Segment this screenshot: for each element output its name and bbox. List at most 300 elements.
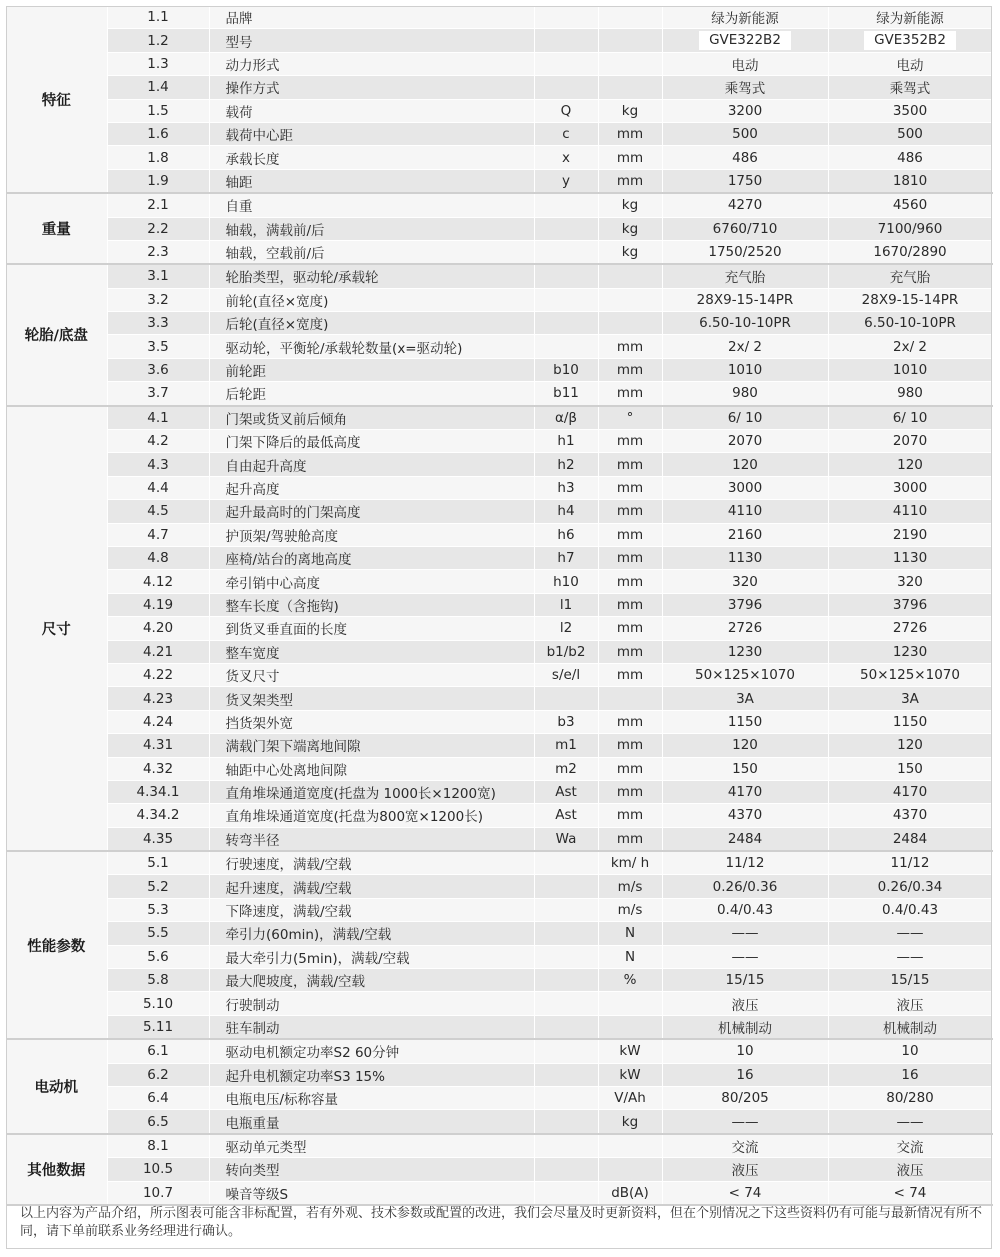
model-b-value: 3A: [828, 687, 992, 710]
model-a-value: 2x/ 2: [662, 335, 828, 358]
item-number: 6.1: [107, 1039, 209, 1063]
item-unit: mm: [598, 335, 662, 358]
spec-row: [6, 617, 992, 640]
item-symbol: m1: [534, 734, 598, 757]
item-symbol: [534, 922, 598, 945]
item-number: 4.34.2: [107, 804, 209, 827]
item-symbol: [534, 1086, 598, 1109]
spec-row: [6, 288, 992, 311]
model-a-value: 2484: [662, 827, 828, 851]
model-a-value: 充气胎: [662, 264, 828, 288]
item-name: 满载门架下端离地间隙: [209, 734, 534, 757]
model-b-value: 4370: [828, 804, 992, 827]
item-unit: N: [598, 945, 662, 968]
item-number: 2.2: [107, 217, 209, 240]
item-name: 承载长度: [209, 146, 534, 169]
model-a-value: 320: [662, 570, 828, 593]
item-number: 4.4: [107, 476, 209, 499]
item-unit: [598, 52, 662, 75]
item-number: 2.1: [107, 193, 209, 217]
item-symbol: [534, 1110, 598, 1134]
spec-row: [6, 710, 992, 733]
item-symbol: b3: [534, 710, 598, 733]
item-number: 1.2: [107, 29, 209, 52]
item-unit: mm: [598, 734, 662, 757]
item-name: 驱动单元类型: [209, 1134, 534, 1158]
item-symbol: m2: [534, 757, 598, 780]
item-name: 座椅/站台的离地高度: [209, 546, 534, 569]
item-unit: [598, 264, 662, 288]
item-number: 3.7: [107, 382, 209, 406]
spec-row: [6, 687, 992, 710]
spec-table: [6, 6, 993, 1206]
item-unit: [598, 76, 662, 99]
model-b-value: 2070: [828, 430, 992, 453]
section-category: 性能参数: [6, 851, 107, 1039]
item-symbol: [534, 969, 598, 992]
item-symbol: [534, 288, 598, 311]
item-unit: km/ h: [598, 851, 662, 875]
item-symbol: [534, 240, 598, 264]
item-unit: mm: [598, 382, 662, 406]
model-b-value: 1010: [828, 358, 992, 381]
item-unit: mm: [598, 500, 662, 523]
spec-row: [6, 6, 992, 29]
section-category: 轮胎/底盘: [6, 264, 107, 405]
model-a-value: 2070: [662, 430, 828, 453]
spec-row: [6, 640, 992, 663]
model-b-value: 2726: [828, 617, 992, 640]
item-unit: mm: [598, 757, 662, 780]
item-name: 起升电机额定功率S3 15%: [209, 1063, 534, 1086]
item-number: 6.4: [107, 1086, 209, 1109]
model-a-value: ——: [662, 1110, 828, 1134]
item-number: 5.10: [107, 992, 209, 1015]
model-b-value: ——: [828, 922, 992, 945]
item-symbol: x: [534, 146, 598, 169]
model-a-value: 2726: [662, 617, 828, 640]
model-a-value: 11/12: [662, 851, 828, 875]
item-number: 3.6: [107, 358, 209, 381]
model-b-value: 150: [828, 757, 992, 780]
model-a-value: 150: [662, 757, 828, 780]
item-symbol: Q: [534, 99, 598, 122]
item-symbol: [534, 29, 598, 52]
item-number: 1.3: [107, 52, 209, 75]
item-unit: mm: [598, 710, 662, 733]
item-symbol: α/β: [534, 406, 598, 430]
model-a-value: 4170: [662, 780, 828, 803]
model-a-value: 0.4/0.43: [662, 898, 828, 921]
model-a-value: 3A: [662, 687, 828, 710]
model-a-value: 4110: [662, 500, 828, 523]
item-name: 自重: [209, 193, 534, 217]
item-number: 5.8: [107, 969, 209, 992]
item-unit: mm: [598, 546, 662, 569]
model-b-value: 2484: [828, 827, 992, 851]
item-number: 4.2: [107, 430, 209, 453]
item-number: 2.3: [107, 240, 209, 264]
item-unit: mm: [598, 122, 662, 145]
item-unit: mm: [598, 663, 662, 686]
spec-row: [6, 406, 992, 430]
item-name: 后轮距: [209, 382, 534, 406]
item-unit: mm: [598, 358, 662, 381]
model-a-value: 绿为新能源: [662, 6, 828, 29]
item-symbol: Ast: [534, 804, 598, 827]
item-name: 门架下降后的最低高度: [209, 430, 534, 453]
spec-row: [6, 523, 992, 546]
item-name: 操作方式: [209, 76, 534, 99]
item-unit: kg: [598, 217, 662, 240]
item-name: 下降速度，满载/空载: [209, 898, 534, 921]
item-symbol: Ast: [534, 780, 598, 803]
item-number: 5.6: [107, 945, 209, 968]
item-number: 6.5: [107, 1110, 209, 1134]
spec-row: [6, 312, 992, 335]
spec-row: [6, 804, 992, 827]
item-symbol: Wa: [534, 827, 598, 851]
item-symbol: [534, 217, 598, 240]
item-symbol: [534, 851, 598, 875]
item-number: 4.32: [107, 757, 209, 780]
item-unit: N: [598, 922, 662, 945]
item-number: 4.24: [107, 710, 209, 733]
spec-row: [6, 146, 992, 169]
item-symbol: h10: [534, 570, 598, 593]
spec-row: [6, 734, 992, 757]
item-name: 行驶制动: [209, 992, 534, 1015]
spec-row: [6, 52, 992, 75]
item-name: 起升最高时的门架高度: [209, 500, 534, 523]
item-number: 10.5: [107, 1158, 209, 1181]
model-a-value: 液压: [662, 1158, 828, 1181]
model-a-value: 1750: [662, 169, 828, 193]
item-number: 10.7: [107, 1181, 209, 1205]
model-b-value: 11/12: [828, 851, 992, 875]
item-unit: [598, 687, 662, 710]
model-a-value: 6760/710: [662, 217, 828, 240]
model-b-value: 乘驾式: [828, 76, 992, 99]
spec-row: [6, 1086, 992, 1109]
model-b-value: 1150: [828, 710, 992, 733]
model-number-label: GVE322B2: [699, 31, 791, 50]
item-number: 5.3: [107, 898, 209, 921]
item-unit: kW: [598, 1063, 662, 1086]
item-number: 4.34.1: [107, 780, 209, 803]
item-name: 载荷中心距: [209, 122, 534, 145]
model-a-value: 10: [662, 1039, 828, 1063]
item-unit: mm: [598, 570, 662, 593]
spec-row: [6, 1158, 992, 1181]
item-name: 品牌: [209, 6, 534, 29]
item-name: 直角堆垛通道宽度(托盘为800宽×1200长): [209, 804, 534, 827]
spec-row: [6, 430, 992, 453]
model-b-value: 4170: [828, 780, 992, 803]
item-symbol: l2: [534, 617, 598, 640]
model-b-value: 28X9-15-14PR: [828, 288, 992, 311]
item-unit: [598, 312, 662, 335]
model-b-value: < 74: [828, 1181, 992, 1205]
item-unit: mm: [598, 476, 662, 499]
spec-row: [6, 1181, 992, 1205]
spec-row: [6, 1063, 992, 1086]
model-a-value: 乘驾式: [662, 76, 828, 99]
spec-row: [6, 851, 992, 875]
model-b-value: 6/ 10: [828, 406, 992, 430]
footer-note: 以上内容为产品介绍，所示图表可能含非标配置，若有外观、技术参数或配置的改进，我们会尽量及时更新资料，但在个别情况之下这些资料仍有可能与最新情况有所不同，请下单前联系业务经理进行确认。: [20, 1206, 983, 1239]
item-number: 4.20: [107, 617, 209, 640]
item-unit: [598, 288, 662, 311]
item-symbol: [534, 193, 598, 217]
spec-row: [6, 1110, 992, 1134]
item-unit: mm: [598, 827, 662, 851]
item-number: 1.1: [107, 6, 209, 29]
model-b-value: 1130: [828, 546, 992, 569]
model-a-value: 6.50-10-10PR: [662, 312, 828, 335]
model-a-value: 4370: [662, 804, 828, 827]
item-symbol: h6: [534, 523, 598, 546]
item-number: 8.1: [107, 1134, 209, 1158]
item-name: 整车宽度: [209, 640, 534, 663]
spec-row: [6, 546, 992, 569]
item-number: 1.4: [107, 76, 209, 99]
item-name: 前轮距: [209, 358, 534, 381]
item-symbol: [534, 52, 598, 75]
item-unit: mm: [598, 169, 662, 193]
item-number: 4.8: [107, 546, 209, 569]
item-number: 3.2: [107, 288, 209, 311]
item-name: 驱动轮，平衡轮/承载轮数量(x=驱动轮): [209, 335, 534, 358]
model-b-value: 1230: [828, 640, 992, 663]
spec-row: [6, 757, 992, 780]
model-b-value: 10: [828, 1039, 992, 1063]
model-a-value: 2160: [662, 523, 828, 546]
model-a-value: 机械制动: [662, 1015, 828, 1039]
item-name: 直角堆垛通道宽度(托盘为 1000长×1200宽): [209, 780, 534, 803]
section-category: 尺寸: [6, 406, 107, 851]
item-name: 电瓶重量: [209, 1110, 534, 1134]
spec-row: [6, 875, 992, 898]
model-b-value: 50×125×1070: [828, 663, 992, 686]
item-name: 轴距: [209, 169, 534, 193]
model-a-value: ——: [662, 945, 828, 968]
item-name: 前轮(直径×宽度): [209, 288, 534, 311]
model-b-value: ——: [828, 1110, 992, 1134]
item-name: 自由起升高度: [209, 453, 534, 476]
spec-row: [6, 358, 992, 381]
item-symbol: [534, 335, 598, 358]
item-number: 5.11: [107, 1015, 209, 1039]
model-a-value: 1150: [662, 710, 828, 733]
spec-row: [6, 76, 992, 99]
item-number: 3.1: [107, 264, 209, 288]
model-a-value-cell: [662, 29, 828, 52]
item-symbol: [534, 945, 598, 968]
item-symbol: [534, 312, 598, 335]
item-unit: m/s: [598, 875, 662, 898]
model-a-value: 500: [662, 122, 828, 145]
model-b-value: 4560: [828, 193, 992, 217]
model-a-value: 0.26/0.36: [662, 875, 828, 898]
model-b-value: 980: [828, 382, 992, 406]
item-number: 4.5: [107, 500, 209, 523]
item-number: 4.21: [107, 640, 209, 663]
model-a-value: 3200: [662, 99, 828, 122]
item-name: 噪音等级S: [209, 1181, 534, 1205]
model-b-value: 6.50-10-10PR: [828, 312, 992, 335]
model-b-value: 120: [828, 734, 992, 757]
model-a-value: 120: [662, 453, 828, 476]
model-b-value: 3000: [828, 476, 992, 499]
spec-row: [6, 29, 992, 52]
model-b-value: 16: [828, 1063, 992, 1086]
item-name: 护顶架/驾驶舱高度: [209, 523, 534, 546]
item-symbol: c: [534, 122, 598, 145]
item-name: 货叉尺寸: [209, 663, 534, 686]
model-b-value: 机械制动: [828, 1015, 992, 1039]
item-symbol: h2: [534, 453, 598, 476]
model-b-value: 2190: [828, 523, 992, 546]
item-symbol: [534, 1039, 598, 1063]
model-a-value: 120: [662, 734, 828, 757]
item-unit: kg: [598, 240, 662, 264]
item-unit: mm: [598, 617, 662, 640]
item-unit: [598, 992, 662, 1015]
model-number-label: GVE352B2: [864, 31, 956, 50]
model-a-value: 3000: [662, 476, 828, 499]
spec-row: [6, 780, 992, 803]
item-name: 最大爬坡度，满载/空载: [209, 969, 534, 992]
model-b-value: 7100/960: [828, 217, 992, 240]
model-a-value: 交流: [662, 1134, 828, 1158]
model-a-value: < 74: [662, 1181, 828, 1205]
item-unit: [598, 6, 662, 29]
spec-row: [6, 500, 992, 523]
model-b-value: 80/280: [828, 1086, 992, 1109]
item-unit: mm: [598, 430, 662, 453]
item-symbol: [534, 76, 598, 99]
spec-row: [6, 193, 992, 217]
item-name: 牵引力(60min)，满载/空载: [209, 922, 534, 945]
spec-row: [6, 476, 992, 499]
item-unit: mm: [598, 804, 662, 827]
item-symbol: h4: [534, 500, 598, 523]
model-a-value: 1130: [662, 546, 828, 569]
item-number: 3.5: [107, 335, 209, 358]
item-symbol: h3: [534, 476, 598, 499]
item-unit: [598, 29, 662, 52]
item-symbol: [534, 1015, 598, 1039]
spec-row: [6, 945, 992, 968]
model-b-value: ——: [828, 945, 992, 968]
item-number: 5.1: [107, 851, 209, 875]
item-unit: %: [598, 969, 662, 992]
item-unit: °: [598, 406, 662, 430]
item-name: 轴载，满载前/后: [209, 217, 534, 240]
spec-row: [6, 898, 992, 921]
model-a-value: 28X9-15-14PR: [662, 288, 828, 311]
model-a-value: 1750/2520: [662, 240, 828, 264]
model-b-value: 4110: [828, 500, 992, 523]
item-number: 4.12: [107, 570, 209, 593]
item-name: 载荷: [209, 99, 534, 122]
item-number: 6.2: [107, 1063, 209, 1086]
item-name: 轮胎类型，驱动轮/承载轮: [209, 264, 534, 288]
item-symbol: b11: [534, 382, 598, 406]
spec-row: [6, 240, 992, 264]
model-a-value: 4270: [662, 193, 828, 217]
item-unit: V/Ah: [598, 1086, 662, 1109]
item-symbol: h7: [534, 546, 598, 569]
item-symbol: [534, 687, 598, 710]
model-b-value: 500: [828, 122, 992, 145]
model-b-value: 3500: [828, 99, 992, 122]
item-number: 4.31: [107, 734, 209, 757]
item-symbol: y: [534, 169, 598, 193]
model-b-value: 320: [828, 570, 992, 593]
item-number: 3.3: [107, 312, 209, 335]
item-unit: dB(A): [598, 1181, 662, 1205]
spec-row: [6, 570, 992, 593]
model-a-value: 50×125×1070: [662, 663, 828, 686]
item-unit: kg: [598, 99, 662, 122]
item-name: 牵引销中心高度: [209, 570, 534, 593]
item-symbol: h1: [534, 430, 598, 453]
item-unit: mm: [598, 523, 662, 546]
spec-row: [6, 122, 992, 145]
item-number: 4.23: [107, 687, 209, 710]
model-b-value: 交流: [828, 1134, 992, 1158]
item-unit: mm: [598, 593, 662, 616]
item-number: 1.8: [107, 146, 209, 169]
item-symbol: [534, 264, 598, 288]
item-number: 4.35: [107, 827, 209, 851]
item-unit: [598, 1015, 662, 1039]
item-symbol: [534, 1181, 598, 1205]
item-unit: mm: [598, 780, 662, 803]
model-b-value: 充气胎: [828, 264, 992, 288]
model-b-value: 2x/ 2: [828, 335, 992, 358]
item-symbol: [534, 992, 598, 1015]
item-number: 4.22: [107, 663, 209, 686]
item-number: 4.1: [107, 406, 209, 430]
item-name: 行驶速度，满载/空载: [209, 851, 534, 875]
item-unit: mm: [598, 146, 662, 169]
spec-row: [6, 335, 992, 358]
item-unit: kg: [598, 1110, 662, 1134]
item-unit: [598, 1134, 662, 1158]
spec-row: [6, 1134, 992, 1158]
item-name: 货叉架类型: [209, 687, 534, 710]
item-name: 型号: [209, 29, 534, 52]
item-number: 1.6: [107, 122, 209, 145]
spec-row: [6, 1039, 992, 1063]
section-category: 特征: [6, 6, 107, 193]
model-a-value: 15/15: [662, 969, 828, 992]
item-name: 轴距中心处离地间隙: [209, 757, 534, 780]
model-a-value: ——: [662, 922, 828, 945]
model-a-value: 486: [662, 146, 828, 169]
item-name: 驻车制动: [209, 1015, 534, 1039]
item-number: 4.7: [107, 523, 209, 546]
item-name: 转向类型: [209, 1158, 534, 1181]
item-name: 驱动电机额定功率S2 60分钟: [209, 1039, 534, 1063]
model-b-value: 绿为新能源: [828, 6, 992, 29]
item-symbol: b1/b2: [534, 640, 598, 663]
model-a-value: 6/ 10: [662, 406, 828, 430]
item-unit: m/s: [598, 898, 662, 921]
